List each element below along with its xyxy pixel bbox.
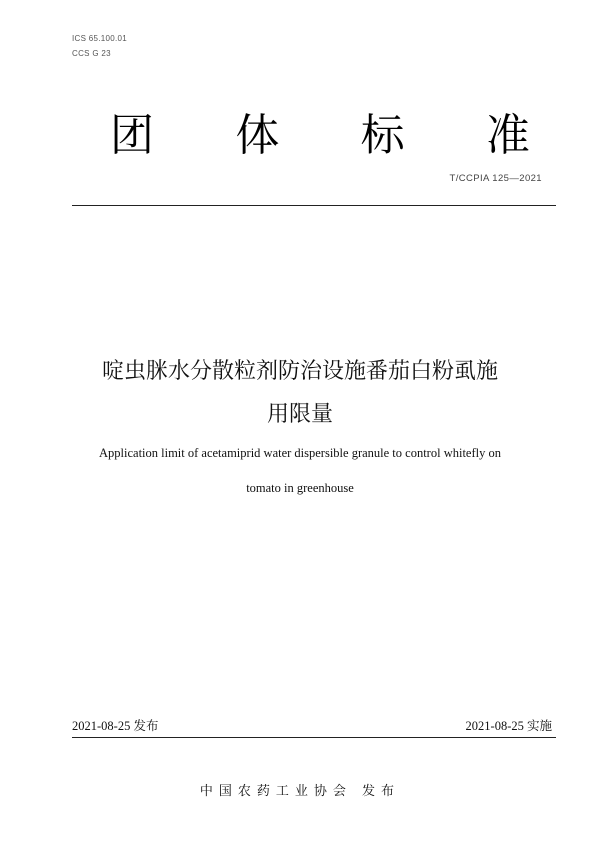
chinese-title-line-1: 啶虫脒水分散粒剂防治设施番茄白粉虱施 — [101, 359, 498, 384]
chinese-title-line-2: 用限量 — [266, 402, 333, 427]
standard-type-char: 体 — [235, 110, 280, 161]
bottom-divider — [72, 737, 556, 738]
ics-code: ICS 65.100.01 — [72, 34, 128, 43]
standard-type-char: 标 — [360, 110, 405, 161]
english-title-line-1: Application limit of acetamiprid water dispersible granule to control whitefly on — [99, 446, 501, 460]
standard-type-heading — [110, 108, 530, 164]
standard-type-char: 准 — [485, 110, 530, 161]
top-divider — [72, 205, 556, 206]
standard-number: T/CCPIA 125—2021 — [449, 173, 542, 184]
publisher: 中国农药工业协会 发布 — [199, 784, 401, 799]
ccs-code: CCS G 23 — [72, 49, 111, 58]
english-title-line-2: tomato in greenhouse — [246, 481, 354, 495]
implementation-date: 2021-08-25 实施 — [465, 719, 552, 733]
classification-codes — [72, 31, 127, 61]
standard-type-char: 团 — [110, 110, 154, 161]
release-date: 2021-08-25 发布 — [72, 719, 159, 733]
